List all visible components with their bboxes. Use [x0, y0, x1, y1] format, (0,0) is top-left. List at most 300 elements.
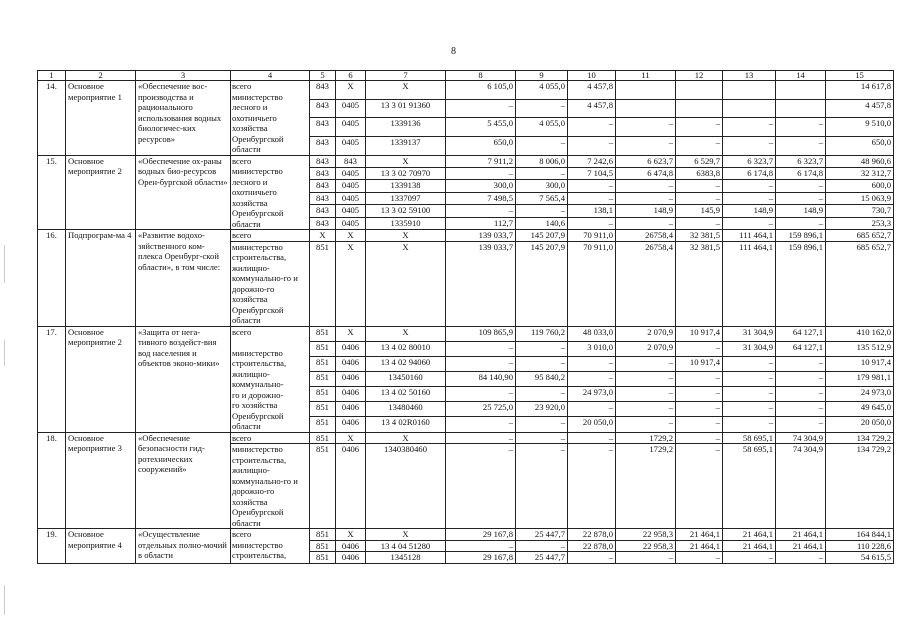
value-cell: – — [568, 356, 616, 371]
value-cell: 851 — [310, 402, 336, 417]
header-cell: 13 — [723, 71, 776, 81]
value-cell: Х — [366, 81, 446, 100]
value-cell: – — [676, 136, 723, 155]
value-cell: – — [446, 356, 516, 371]
value-cell: 843 — [310, 180, 336, 192]
value-cell: 13 4 02R0160 — [366, 417, 446, 432]
value-cell: – — [723, 356, 776, 371]
value-cell: 843 — [310, 136, 336, 155]
value-cell: – — [446, 205, 516, 217]
responsible-executor: всего министерство лесного и охотничьего хозяйства Оренбургской области — [231, 155, 310, 230]
value-cell: – — [723, 552, 776, 564]
value-cell: – — [616, 180, 676, 192]
value-cell: – — [723, 371, 776, 386]
value-cell: – — [616, 356, 676, 371]
value-cell: – — [616, 402, 676, 417]
value-cell: – — [446, 444, 516, 529]
value-cell: 109 865,9 — [446, 326, 516, 341]
value-cell: 21 464,1 — [723, 529, 776, 541]
header-cell: 2 — [66, 71, 136, 81]
value-cell: 24 973,0 — [826, 387, 894, 402]
value-cell: 148,9 — [776, 205, 826, 217]
value-cell: 22 958,3 — [616, 540, 676, 552]
value-cell: Х — [336, 529, 366, 541]
value-cell: 851 — [310, 417, 336, 432]
value-cell: 6 323,7 — [723, 155, 776, 167]
value-cell: 21 464,1 — [676, 529, 723, 541]
value-cell: 0406 — [336, 371, 366, 386]
value-cell: 13450160 — [366, 371, 446, 386]
value-cell: – — [516, 356, 568, 371]
margin-mark — [4, 585, 5, 615]
measure-name: «Осуществление отдельных полно-мочий в области — [136, 529, 231, 564]
value-cell: 31 304,9 — [723, 341, 776, 356]
measure-name: «Обеспечение безопасности гид-ротехнических сооружений» — [136, 432, 231, 529]
value-cell: 25 447,7 — [516, 552, 568, 564]
value-cell: 7 498,5 — [446, 192, 516, 204]
value-cell: – — [616, 217, 676, 229]
value-cell: 21 464,1 — [776, 529, 826, 541]
value-cell: 6 474,8 — [616, 167, 676, 179]
value-cell: 0405 — [336, 99, 366, 118]
value-cell: – — [568, 217, 616, 229]
value-cell: 119 760,2 — [516, 326, 568, 341]
value-cell: – — [676, 444, 723, 529]
value-cell: 139 033,7 — [446, 241, 516, 326]
value-cell: 300,0 — [446, 180, 516, 192]
value-cell: 0406 — [336, 552, 366, 564]
value-cell: 13 3 01 91360 — [366, 99, 446, 118]
value-cell: Х — [366, 326, 446, 341]
value-cell: 851 — [310, 326, 336, 341]
margin-mark — [4, 340, 5, 366]
value-cell: 10 917,4 — [676, 326, 723, 341]
measure-name: «Обеспечение вос-производства и рационального использования водных биологичес-ких ресурсов» — [136, 81, 231, 156]
value-cell: – — [776, 371, 826, 386]
value-cell: 2 070,9 — [616, 341, 676, 356]
header-row — [38, 71, 894, 81]
value-cell: 300,0 — [516, 180, 568, 192]
value-cell: 1340380460 — [366, 444, 446, 529]
value-cell: – — [676, 180, 723, 192]
value-cell: 253,3 — [826, 217, 894, 229]
value-cell: 9 510,0 — [826, 118, 894, 137]
value-cell: Х — [366, 241, 446, 326]
value-cell: 6 174,8 — [776, 167, 826, 179]
header-cell: 14 — [776, 71, 826, 81]
value-cell: 4 055,0 — [516, 118, 568, 137]
value-cell: 134 729,2 — [826, 444, 894, 529]
value-cell — [723, 99, 776, 118]
responsible-executor: министерство строительства, жилищно-коммунально-го и дорожно-го хозяйства Оренбургской области — [231, 444, 310, 529]
value-cell: 843 — [336, 155, 366, 167]
value-cell: 0406 — [336, 444, 366, 529]
header-cell: 12 — [676, 71, 723, 81]
value-cell: 21 464,1 — [723, 540, 776, 552]
value-cell — [616, 99, 676, 118]
value-cell: 1335910 — [366, 217, 446, 229]
measure-type: Основное мероприятие 2 — [66, 326, 136, 432]
value-cell: 139 033,7 — [446, 230, 516, 242]
margin-mark — [4, 245, 5, 283]
value-cell: 49 645,0 — [826, 402, 894, 417]
value-cell: – — [616, 136, 676, 155]
measure-type: Основное мероприятие 1 — [66, 81, 136, 156]
value-cell: – — [568, 402, 616, 417]
value-cell: – — [676, 371, 723, 386]
value-cell: 843 — [310, 155, 336, 167]
value-cell: 851 — [310, 356, 336, 371]
value-cell: – — [616, 118, 676, 137]
value-cell: – — [446, 167, 516, 179]
value-cell: Х — [336, 230, 366, 242]
value-cell: 134 729,2 — [826, 432, 894, 444]
value-cell: 29 167,8 — [446, 529, 516, 541]
value-cell: 851 — [310, 529, 336, 541]
value-cell: 21 464,1 — [776, 540, 826, 552]
value-cell: 6 323,7 — [776, 155, 826, 167]
value-cell: 0406 — [336, 402, 366, 417]
value-cell: – — [776, 192, 826, 204]
value-cell: Х — [310, 230, 336, 242]
value-cell: 4 457,8 — [568, 81, 616, 100]
measure-name: «Развитие водохо-зяйственного ком-плекса Оренбург-ской области», в том числе: — [136, 230, 231, 327]
value-cell: 7 104,5 — [568, 167, 616, 179]
value-cell: 110 228,6 — [826, 540, 894, 552]
value-cell: 851 — [310, 341, 336, 356]
value-cell: 843 — [310, 81, 336, 100]
value-cell: – — [516, 99, 568, 118]
value-cell: Х — [366, 155, 446, 167]
value-cell: – — [516, 540, 568, 552]
value-cell — [676, 81, 723, 100]
value-cell: 32 381,5 — [676, 241, 723, 326]
value-cell: – — [776, 217, 826, 229]
value-cell: 843 — [310, 167, 336, 179]
value-cell: – — [776, 417, 826, 432]
value-cell: 54 615,5 — [826, 552, 894, 564]
value-cell: 6 105,0 — [446, 81, 516, 100]
value-cell: 6 529,7 — [676, 155, 723, 167]
value-cell: 0405 — [336, 205, 366, 217]
value-cell: 14 617,8 — [826, 81, 894, 100]
value-cell: 10 917,4 — [826, 356, 894, 371]
table-row — [38, 81, 894, 100]
value-cell: – — [616, 192, 676, 204]
value-cell: 24 973,0 — [568, 387, 616, 402]
value-cell: – — [676, 552, 723, 564]
value-cell — [723, 81, 776, 100]
value-cell: – — [723, 118, 776, 137]
page-number: 8 — [451, 46, 456, 57]
value-cell: – — [568, 552, 616, 564]
value-cell: 851 — [310, 540, 336, 552]
value-cell: 13 4 04 51280 — [366, 540, 446, 552]
value-cell: 84 140,90 — [446, 371, 516, 386]
value-cell: 111 464,1 — [723, 241, 776, 326]
responsible-executor: всего министерство лесного и охотничьего хозяйства Оренбургской области — [231, 81, 310, 156]
value-cell — [776, 81, 826, 100]
value-cell: 650,0 — [446, 136, 516, 155]
value-cell: 843 — [310, 118, 336, 137]
value-cell: 1729,2 — [616, 444, 676, 529]
budget-table — [37, 70, 894, 564]
value-cell: 95 840,2 — [516, 371, 568, 386]
value-cell: – — [516, 341, 568, 356]
value-cell: 851 — [310, 371, 336, 386]
value-cell: 159 896,1 — [776, 230, 826, 242]
value-cell: 4 055,0 — [516, 81, 568, 100]
value-cell: – — [516, 444, 568, 529]
value-cell: 1339136 — [366, 118, 446, 137]
value-cell: 6383,8 — [676, 167, 723, 179]
value-cell: 843 — [310, 217, 336, 229]
value-cell: 10 917,4 — [676, 356, 723, 371]
value-cell: 25 447,7 — [516, 529, 568, 541]
value-cell: 0406 — [336, 540, 366, 552]
value-cell: – — [568, 136, 616, 155]
value-cell: 23 920,0 — [516, 402, 568, 417]
value-cell: 112,7 — [446, 217, 516, 229]
value-cell: – — [516, 387, 568, 402]
value-cell: 0406 — [336, 341, 366, 356]
value-cell: 0405 — [336, 136, 366, 155]
value-cell: 21 464,1 — [676, 540, 723, 552]
value-cell: Х — [336, 241, 366, 326]
value-cell: – — [776, 387, 826, 402]
value-cell: 15 063,9 — [826, 192, 894, 204]
value-cell: – — [616, 417, 676, 432]
value-cell: – — [676, 417, 723, 432]
value-cell: 7 565,4 — [516, 192, 568, 204]
value-cell: 8 006,0 — [516, 155, 568, 167]
value-cell: 31 304,9 — [723, 326, 776, 341]
responsible-executor: всего министерство строительства, жилищно- коммунально- го и дорожно- го хозяйства Оренбургской области — [231, 326, 310, 432]
value-cell: 148,9 — [616, 205, 676, 217]
value-cell: 0406 — [336, 417, 366, 432]
value-cell: – — [568, 444, 616, 529]
value-cell: 58 695,1 — [723, 432, 776, 444]
value-cell: 13 3 02 70970 — [366, 167, 446, 179]
value-cell: 13 3 02 59100 — [366, 205, 446, 217]
value-cell: – — [616, 552, 676, 564]
measure-type: Основное мероприятие 4 — [66, 529, 136, 564]
value-cell: 600,0 — [826, 180, 894, 192]
value-cell: 32 381,5 — [676, 230, 723, 242]
header-cell: 8 — [446, 71, 516, 81]
value-cell: 25 725,0 — [446, 402, 516, 417]
value-cell — [616, 81, 676, 100]
value-cell: 164 844,1 — [826, 529, 894, 541]
value-cell: – — [676, 341, 723, 356]
value-cell: – — [723, 217, 776, 229]
header-cell: 3 — [136, 71, 231, 81]
value-cell: – — [446, 417, 516, 432]
value-cell: 4 457,8 — [568, 99, 616, 118]
value-cell: – — [446, 432, 516, 444]
value-cell: Х — [336, 81, 366, 100]
value-cell: – — [516, 205, 568, 217]
value-cell: – — [776, 136, 826, 155]
header-cell: 7 — [366, 71, 446, 81]
value-cell: – — [616, 387, 676, 402]
value-cell: 29 167,8 — [446, 552, 516, 564]
value-cell: 4 457,8 — [826, 99, 894, 118]
table-row — [38, 326, 894, 341]
table-row — [38, 529, 894, 541]
value-cell: 64 127,1 — [776, 326, 826, 341]
value-cell: 58 695,1 — [723, 444, 776, 529]
value-cell: 6 174,8 — [723, 167, 776, 179]
responsible-executor: всего министерство строительства, — [231, 529, 310, 564]
value-cell: – — [516, 136, 568, 155]
value-cell: – — [568, 371, 616, 386]
measure-name: «Обеспечение ох-раны водных био-ресурсов Орен-бургской области» — [136, 155, 231, 230]
value-cell: Х — [366, 230, 446, 242]
value-cell: 851 — [310, 444, 336, 529]
value-cell: 650,0 — [826, 136, 894, 155]
value-cell: – — [723, 417, 776, 432]
value-cell: 70 911,0 — [568, 241, 616, 326]
value-cell: 111 464,1 — [723, 230, 776, 242]
value-cell: – — [723, 136, 776, 155]
responsible-executor: всего — [231, 432, 310, 444]
value-cell: 32 312,7 — [826, 167, 894, 179]
value-cell: – — [676, 432, 723, 444]
row-number: 17. — [38, 326, 66, 432]
value-cell: 74 304,9 — [776, 432, 826, 444]
value-cell: 1339137 — [366, 136, 446, 155]
header-cell: 15 — [826, 71, 894, 81]
value-cell: – — [723, 180, 776, 192]
value-cell: – — [568, 118, 616, 137]
value-cell: – — [723, 387, 776, 402]
value-cell: Х — [336, 432, 366, 444]
value-cell: 22 878,0 — [568, 529, 616, 541]
value-cell: – — [446, 387, 516, 402]
measure-type: Основное мероприятие 3 — [66, 432, 136, 529]
value-cell: 410 162,0 — [826, 326, 894, 341]
table-row — [38, 230, 894, 242]
value-cell: – — [446, 540, 516, 552]
value-cell: 135 512,9 — [826, 341, 894, 356]
value-cell: 22 958,3 — [616, 529, 676, 541]
value-cell: – — [568, 180, 616, 192]
value-cell: 0405 — [336, 217, 366, 229]
value-cell: – — [676, 402, 723, 417]
row-number: 15. — [38, 155, 66, 230]
value-cell: 179 981,1 — [826, 371, 894, 386]
row-number: 16. — [38, 230, 66, 327]
value-cell: 70 911,0 — [568, 230, 616, 242]
row-number: 19. — [38, 529, 66, 564]
value-cell: 0406 — [336, 356, 366, 371]
value-cell: – — [516, 417, 568, 432]
value-cell: 2 070,9 — [616, 326, 676, 341]
value-cell: – — [446, 99, 516, 118]
value-cell: – — [723, 192, 776, 204]
value-cell: 7 911,2 — [446, 155, 516, 167]
value-cell: – — [776, 552, 826, 564]
value-cell: – — [516, 167, 568, 179]
value-cell: 843 — [310, 205, 336, 217]
value-cell: 3 010,0 — [568, 341, 616, 356]
value-cell: 851 — [310, 552, 336, 564]
table-row — [38, 155, 894, 167]
value-cell: 5 455,0 — [446, 118, 516, 137]
header-cell: 4 — [231, 71, 310, 81]
value-cell: 0406 — [336, 387, 366, 402]
value-cell: 22 878,0 — [568, 540, 616, 552]
value-cell: 48 033,0 — [568, 326, 616, 341]
value-cell: 145 207,9 — [516, 241, 568, 326]
value-cell: 138,1 — [568, 205, 616, 217]
value-cell: – — [446, 341, 516, 356]
value-cell: 0405 — [336, 180, 366, 192]
value-cell — [776, 99, 826, 118]
value-cell: 26758,4 — [616, 241, 676, 326]
value-cell: Х — [336, 326, 366, 341]
value-cell: 843 — [310, 192, 336, 204]
value-cell: 140,6 — [516, 217, 568, 229]
value-cell: – — [616, 371, 676, 386]
value-cell: 6 623,7 — [616, 155, 676, 167]
value-cell: – — [776, 402, 826, 417]
value-cell: – — [776, 356, 826, 371]
value-cell: 1345128 — [366, 552, 446, 564]
value-cell: 145 207,9 — [516, 230, 568, 242]
value-cell: 64 127,1 — [776, 341, 826, 356]
table-row — [38, 432, 894, 444]
value-cell: 20 050,0 — [568, 417, 616, 432]
header-cell: 10 — [568, 71, 616, 81]
header-cell: 5 — [310, 71, 336, 81]
value-cell: 148,9 — [723, 205, 776, 217]
value-cell: 159 896,1 — [776, 241, 826, 326]
header-cell: 6 — [336, 71, 366, 81]
row-number: 14. — [38, 81, 66, 156]
value-cell: – — [776, 118, 826, 137]
value-cell: – — [568, 192, 616, 204]
row-number: 18. — [38, 432, 66, 529]
value-cell: – — [676, 217, 723, 229]
value-cell: 13 4 02 80010 — [366, 341, 446, 356]
header-cell: 11 — [616, 71, 676, 81]
value-cell: 851 — [310, 387, 336, 402]
value-cell: 1339138 — [366, 180, 446, 192]
value-cell: 7 242,6 — [568, 155, 616, 167]
value-cell: 13480460 — [366, 402, 446, 417]
value-cell: 13 4 02 94060 — [366, 356, 446, 371]
value-cell: 20 050,0 — [826, 417, 894, 432]
value-cell: – — [676, 118, 723, 137]
value-cell: – — [676, 387, 723, 402]
value-cell: 851 — [310, 432, 336, 444]
value-cell: 1337097 — [366, 192, 446, 204]
value-cell: Х — [366, 529, 446, 541]
value-cell: 0405 — [336, 192, 366, 204]
value-cell: 48 960,6 — [826, 155, 894, 167]
value-cell: – — [723, 402, 776, 417]
value-cell — [676, 99, 723, 118]
value-cell: 843 — [310, 99, 336, 118]
measure-type: Основное мероприятие 2 — [66, 155, 136, 230]
header-cell: 9 — [516, 71, 568, 81]
measure-type: Подпрограм-ма 4 — [66, 230, 136, 327]
value-cell: – — [516, 432, 568, 444]
value-cell: Х — [366, 432, 446, 444]
value-cell: – — [568, 432, 616, 444]
